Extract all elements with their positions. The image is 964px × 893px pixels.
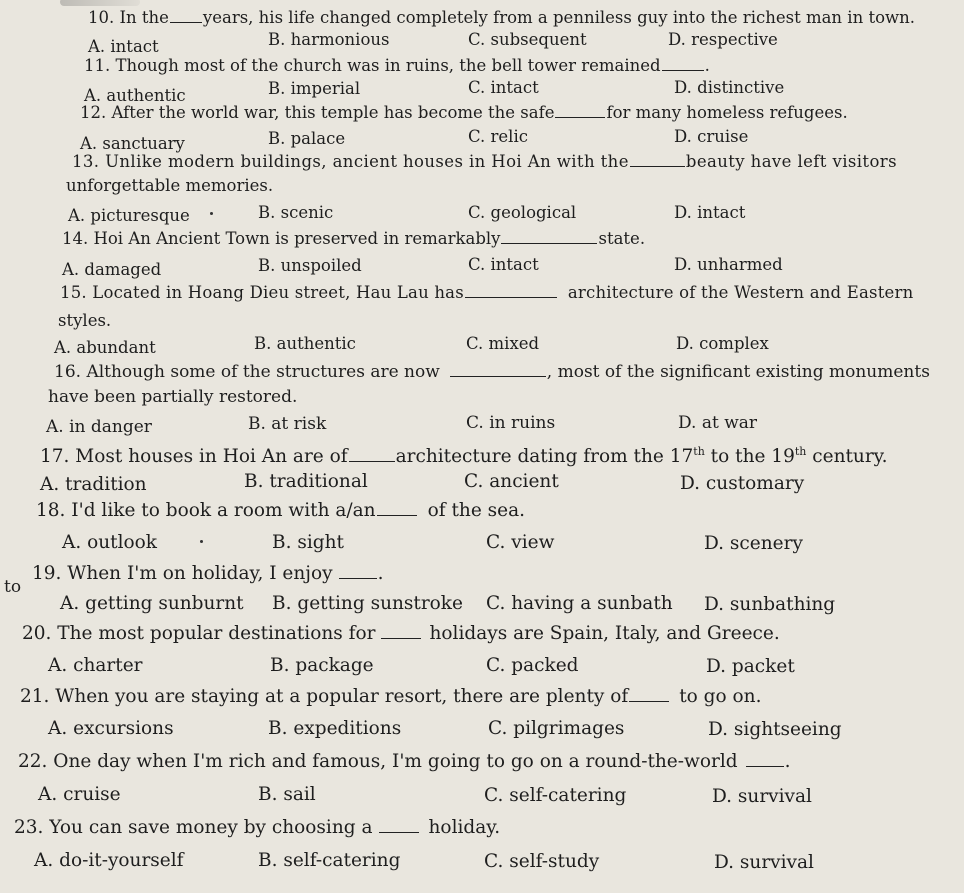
- option-d[interactable]: D. cruise: [674, 127, 749, 146]
- question-stem: 16. Although some of the structures are now , most of the significant existing monuments: [54, 362, 930, 382]
- option-a[interactable]: A. authentic: [84, 86, 186, 105]
- option-c[interactable]: C. self-catering: [484, 785, 627, 806]
- option-b[interactable]: B. package: [270, 655, 374, 676]
- option-c[interactable]: C. mixed: [466, 334, 540, 353]
- question-stem: 20. The most popular destinations for holidays are Spain, Italy, and Greece.: [22, 623, 780, 644]
- answer-blank: [349, 447, 395, 462]
- option-d[interactable]: D. respective: [668, 30, 778, 49]
- option-b[interactable]: B. scenic: [258, 203, 334, 222]
- question-stem: 14. Hoi An Ancient Town is preserved in remarkably state.: [62, 229, 646, 248]
- answer-blank: [379, 818, 419, 833]
- option-c[interactable]: C. in ruins: [466, 413, 556, 433]
- option-a[interactable]: A. getting sunburnt: [60, 593, 244, 614]
- option-c[interactable]: C. intact: [468, 255, 539, 274]
- option-b[interactable]: B. harmonious: [268, 30, 390, 49]
- option-d[interactable]: D. survival: [714, 852, 814, 873]
- option-c[interactable]: C. self-study: [484, 851, 600, 872]
- option-a[interactable]: A. picturesque: [68, 206, 190, 225]
- question-stem: 15. Located in Hoang Dieu street, Hau Lau has architecture of the Western and Eastern: [60, 283, 914, 302]
- option-c[interactable]: C. having a sunbath: [486, 593, 673, 614]
- option-d[interactable]: D. survival: [712, 786, 812, 807]
- answer-blank: [450, 362, 546, 377]
- option-a[interactable]: A. tradition: [40, 474, 147, 495]
- ink-smudge: [60, 0, 140, 6]
- option-b[interactable]: B. traditional: [244, 471, 368, 492]
- option-d[interactable]: D. scenery: [704, 533, 803, 554]
- ink-dot: [200, 540, 203, 543]
- answer-blank: [630, 152, 685, 167]
- answer-blank: [629, 687, 669, 702]
- answer-blank: [170, 8, 202, 23]
- option-a[interactable]: A. outlook: [62, 532, 158, 553]
- option-d[interactable]: D. packet: [706, 656, 795, 677]
- question-stem: 23. You can save money by choosing a holiday.: [14, 817, 501, 838]
- option-a[interactable]: A. excursions: [48, 718, 174, 739]
- option-d[interactable]: D. sunbathing: [704, 594, 836, 615]
- option-c[interactable]: C. subsequent: [468, 30, 587, 49]
- option-d[interactable]: D. customary: [680, 473, 805, 494]
- option-d[interactable]: D. complex: [676, 334, 769, 353]
- question-stem: 19. When I'm on holiday, I enjoy .: [32, 563, 384, 584]
- question-stem: 22. One day when I'm rich and famous, I'm going to go on a round-the-world .: [18, 751, 791, 772]
- question-stem-continued: have been partially restored.: [48, 387, 298, 407]
- question-stem: 11. Though most of the church was in ruins, the bell tower remained .: [84, 56, 710, 75]
- option-b[interactable]: B. expeditions: [268, 718, 402, 739]
- option-b[interactable]: B. authentic: [254, 334, 356, 353]
- question-stem-continued: styles.: [58, 311, 112, 330]
- handwritten-side-note: to: [4, 577, 22, 597]
- option-b[interactable]: B. unspoiled: [258, 256, 362, 275]
- answer-blank: [501, 229, 597, 244]
- question-stem-continued: unforgettable memories.: [66, 176, 274, 195]
- option-b[interactable]: B. imperial: [268, 79, 361, 98]
- option-a[interactable]: A. intact: [88, 37, 159, 56]
- option-c[interactable]: C. pilgrimages: [488, 718, 625, 739]
- option-d[interactable]: D. unharmed: [674, 255, 783, 274]
- option-b[interactable]: B. getting sunstroke: [272, 593, 463, 614]
- answer-blank: [465, 283, 557, 298]
- option-a[interactable]: A. do-it-yourself: [34, 850, 184, 871]
- option-b[interactable]: B. sail: [258, 784, 316, 805]
- question-stem: 10. In the years, his life changed completely from a penniless guy into the richest man in town.: [88, 8, 916, 27]
- question-stem: 21. When you are staying at a popular resort, there are plenty of to go on.: [20, 686, 762, 707]
- answer-blank: [377, 501, 417, 516]
- option-c[interactable]: C. intact: [468, 78, 539, 97]
- question-stem: 17. Most houses in Hoi An are of architecture dating from the 17th to the 19th century.: [40, 445, 888, 468]
- option-c[interactable]: C. packed: [486, 655, 579, 676]
- question-stem: 12. After the world war, this temple has become the safe for many homeless refugees.: [80, 103, 848, 122]
- option-a[interactable]: A. charter: [48, 655, 143, 676]
- answer-blank: [381, 624, 421, 639]
- option-b[interactable]: B. palace: [268, 129, 346, 148]
- option-a[interactable]: A. cruise: [38, 784, 121, 805]
- option-b[interactable]: B. at risk: [248, 414, 327, 434]
- option-a[interactable]: A. damaged: [62, 260, 162, 279]
- option-d[interactable]: D. intact: [674, 203, 746, 222]
- option-a[interactable]: A. in danger: [46, 417, 152, 437]
- question-stem: 18. I'd like to book a room with a/an of the sea.: [36, 500, 526, 521]
- option-c[interactable]: C. ancient: [464, 471, 559, 492]
- option-b[interactable]: B. self-catering: [258, 850, 401, 871]
- question-stem: 13. Unlike modern buildings, ancient houses in Hoi An with the beauty have left visitors: [72, 152, 897, 171]
- ink-dot: [210, 212, 213, 215]
- answer-blank: [339, 564, 377, 579]
- option-c[interactable]: C. relic: [468, 127, 528, 146]
- option-b[interactable]: B. sight: [272, 532, 344, 553]
- option-d[interactable]: D. sightseeing: [708, 719, 842, 740]
- answer-blank: [662, 56, 704, 71]
- option-c[interactable]: C. view: [486, 532, 555, 553]
- option-a[interactable]: A. abundant: [54, 338, 156, 357]
- option-d[interactable]: D. at war: [678, 413, 758, 433]
- answer-blank: [746, 752, 784, 767]
- option-c[interactable]: C. geological: [468, 203, 577, 222]
- option-d[interactable]: D. distinctive: [674, 78, 785, 97]
- answer-blank: [555, 103, 605, 118]
- option-a[interactable]: A. sanctuary: [80, 134, 185, 153]
